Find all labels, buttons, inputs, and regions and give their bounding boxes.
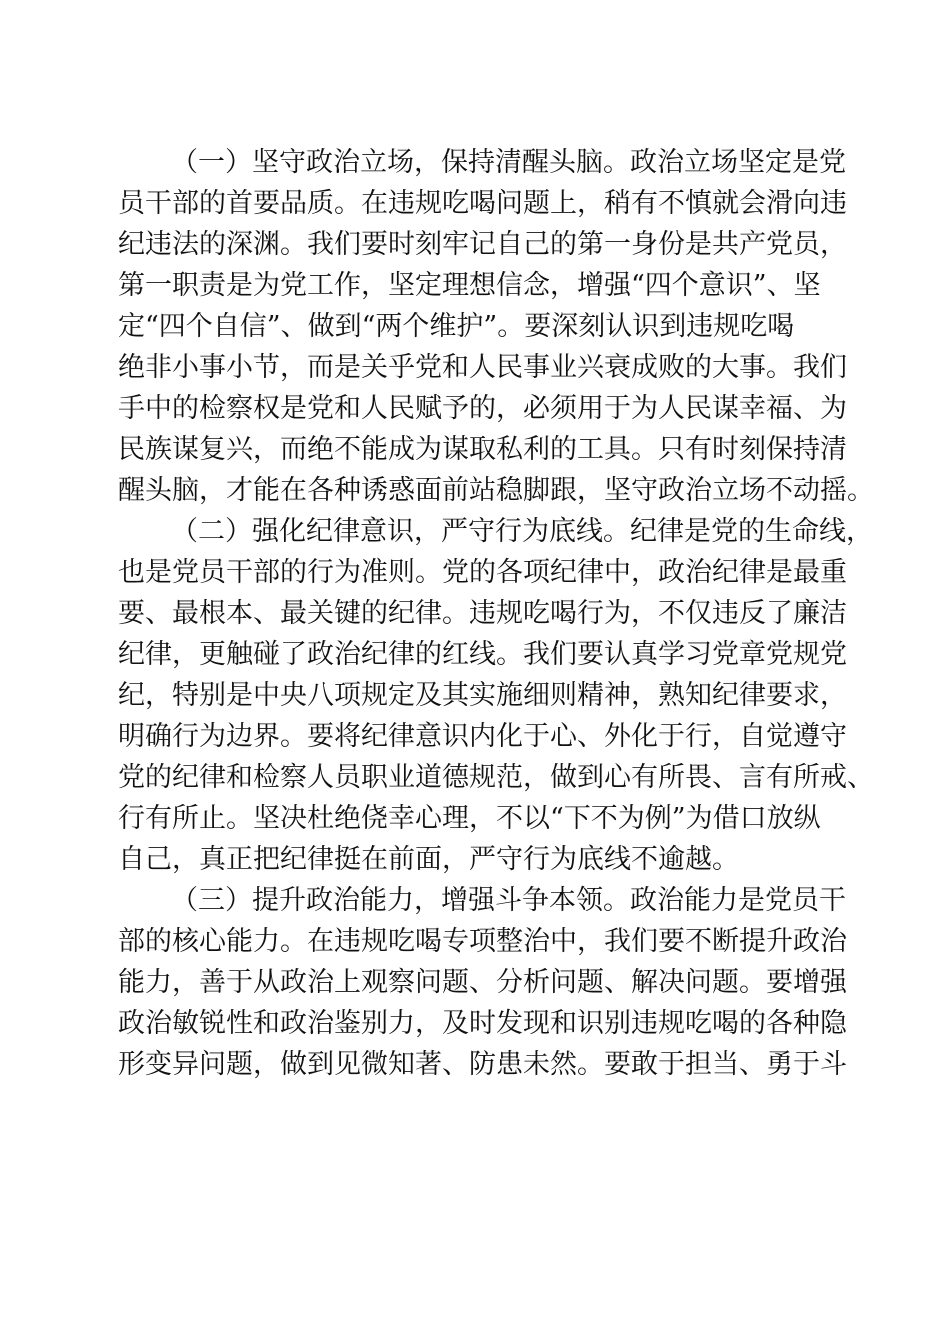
paragraph-2-line-3: 要、最根本、最关键的纪律。违规吃喝行为，不仅违反了廉洁 <box>118 598 847 629</box>
paragraph-2-line-2: 也是党员干部的行为准则。党的各项纪律中，政治纪律是最重 <box>118 557 847 588</box>
paragraph-1-line-5: 定“四个自信”、做到“两个维护”。要深刻认识到违规吃喝 <box>118 311 795 342</box>
paragraph-3-line-1: （三）提升政治能力，增强斗争本领。政治能力是党员干 <box>171 885 846 916</box>
paragraph-3-line-4: 政治敏锐性和政治鉴别力，及时发现和识别违规吃喝的各种隐 <box>118 1008 847 1039</box>
paragraph-1-line-3: 纪违法的深渊。我们要时刻牢记自己的第一身份是共产党员， <box>118 229 847 260</box>
paragraph-1-line-1: （一）坚守政治立场，保持清醒头脑。政治立场坚定是党 <box>171 147 846 178</box>
paragraph-3-line-2: 部的核心能力。在违规吃喝专项整治中，我们要不断提升政治 <box>118 926 847 957</box>
paragraph-2-line-6: 明确行为边界。要将纪律意识内化于心、外化于行，自觉遵守 <box>118 721 847 752</box>
paragraph-2-line-7: 党的纪律和检察人员职业道德规范，做到心有所畏、言有所戒、 <box>118 762 874 793</box>
paragraph-1-line-6: 绝非小事小节，而是关乎党和人民事业兴衰成败的大事。我们 <box>118 352 847 383</box>
paragraph-2-line-5: 纪，特别是中央八项规定及其实施细则精神，熟知纪律要求， <box>118 680 847 711</box>
paragraph-1-line-9: 醒头脑，才能在各种诱惑面前站稳脚跟，坚守政治立场不动摇。 <box>118 475 874 506</box>
paragraph-1-line-8: 民族谋复兴，而绝不能成为谋取私利的工具。只有时刻保持清 <box>118 434 847 465</box>
paragraph-1-line-2: 员干部的首要品质。在违规吃喝问题上，稍有不慎就会滑向违 <box>118 188 847 219</box>
paragraph-1-line-4: 第一职责是为党工作，坚定理想信念，增强“四个意识”、坚 <box>118 270 821 301</box>
paragraph-2-line-8: 行有所止。坚决杜绝侥幸心理，不以“下不为例”为借口放纵 <box>118 803 821 834</box>
paragraph-3-line-5: 形变异问题，做到见微知著、防患未然。要敢于担当、勇于斗 <box>118 1049 847 1080</box>
paragraph-2-line-9: 自己，真正把纪律挺在前面，严守行为底线不逾越。 <box>118 844 739 875</box>
paragraph-2-line-1: （二）强化纪律意识，严守行为底线。纪律是党的生命线， <box>171 516 873 547</box>
paragraph-2-line-4: 纪律，更触碰了政治纪律的红线。我们要认真学习党章党规党 <box>118 639 847 670</box>
paragraph-3-line-3: 能力，善于从政治上观察问题、分析问题、解决问题。要增强 <box>118 967 847 998</box>
paragraph-1-line-7: 手中的检察权是党和人民赋予的，必须用于为人民谋幸福、为 <box>118 393 847 424</box>
